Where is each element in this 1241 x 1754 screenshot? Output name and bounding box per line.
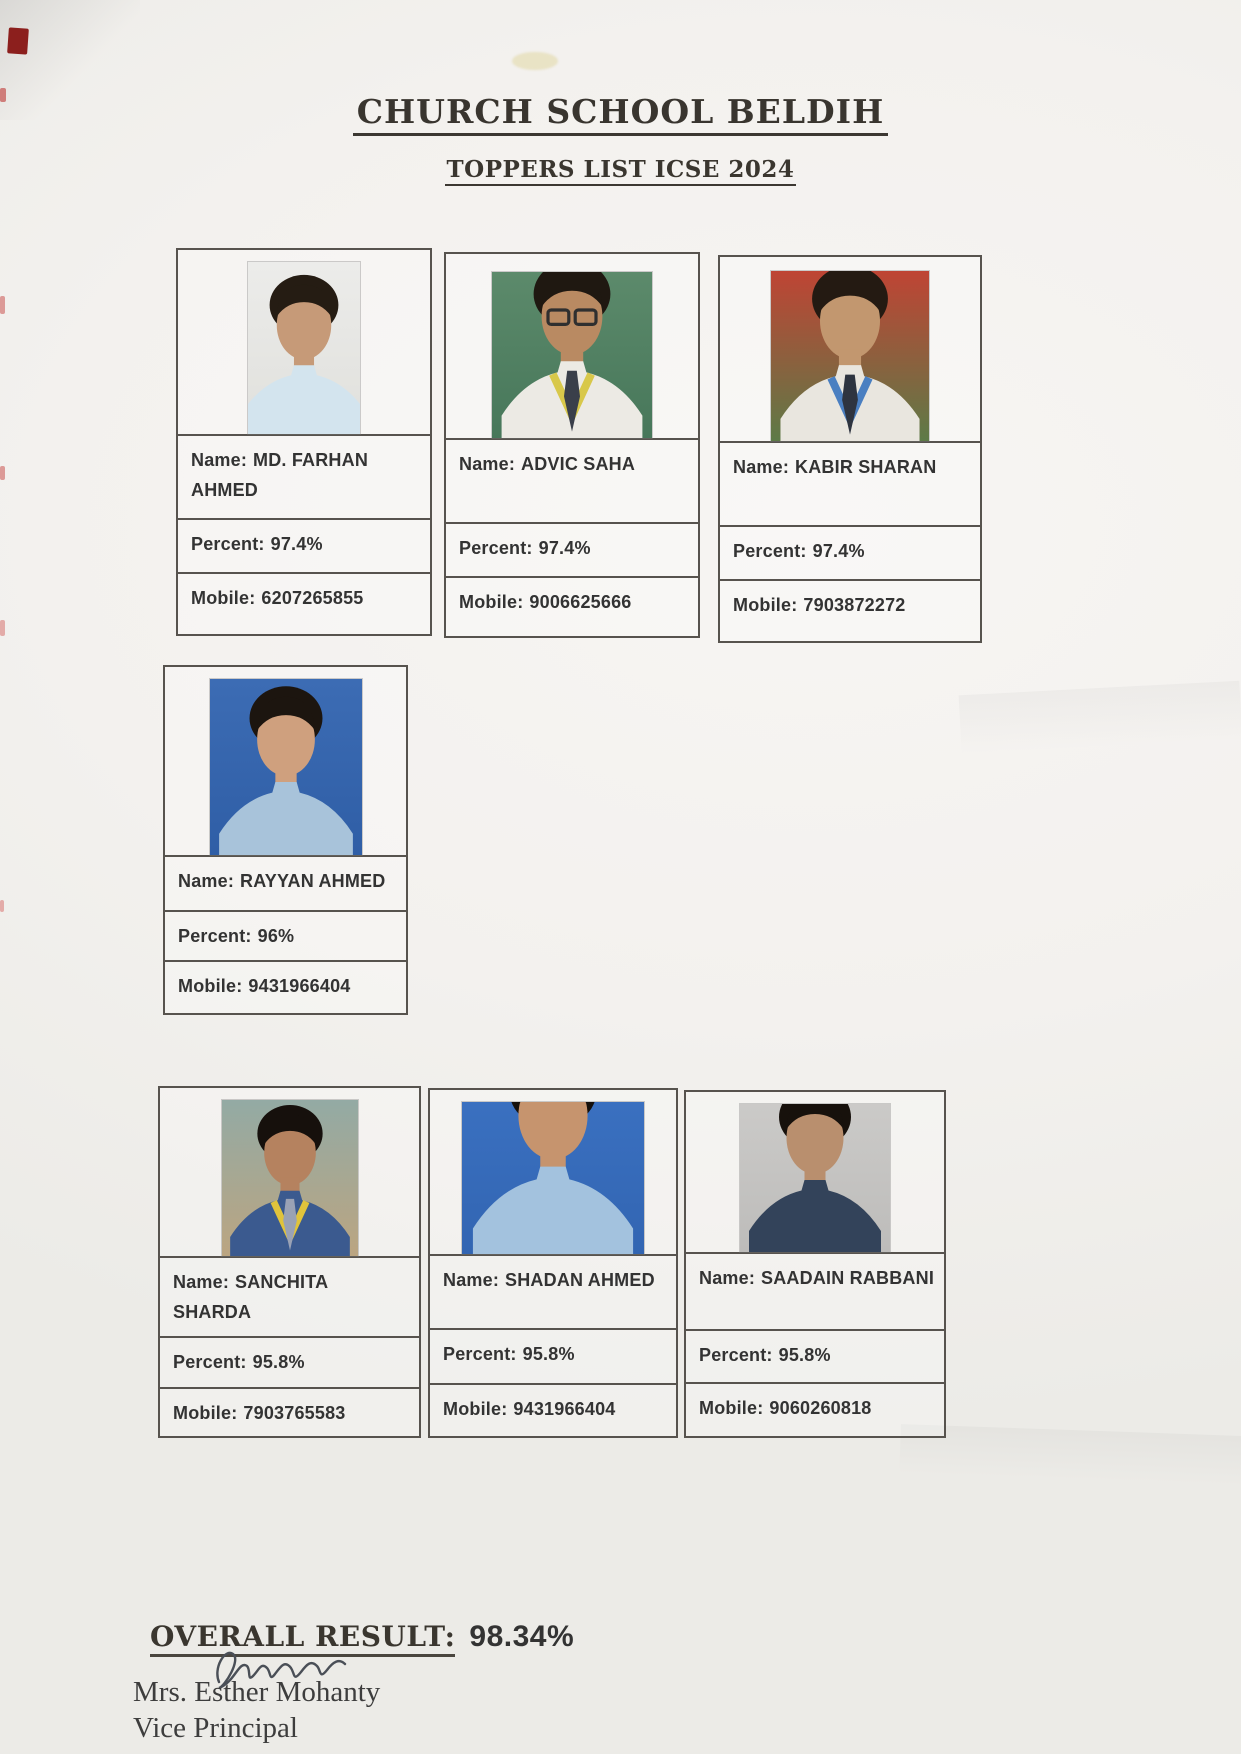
overall-result-value: 98.34% — [469, 1620, 575, 1653]
percent-value: 97.4% — [538, 538, 591, 558]
student-photo — [210, 679, 362, 855]
photo-area — [446, 254, 698, 438]
student-portrait — [210, 679, 362, 855]
percent-label: Percent: — [699, 1344, 773, 1365]
student-card — [444, 252, 700, 638]
percent-field — [165, 910, 406, 961]
photo-area — [160, 1088, 419, 1256]
student-portrait — [248, 262, 360, 434]
student-photo — [222, 1100, 358, 1256]
mobile-value: 9431966404 — [513, 1398, 616, 1419]
mobile-label: Mobile: — [443, 1398, 508, 1419]
signatory-designation: Vice Principal — [133, 1712, 298, 1744]
mobile-value: 9060260818 — [769, 1398, 872, 1419]
scan-artifact — [0, 296, 5, 314]
name-value: SHADAN AHMED — [505, 1270, 655, 1290]
percent-label: Percent: — [459, 538, 533, 558]
mobile-label: Mobile: — [173, 1403, 238, 1424]
paper-crease — [899, 1424, 1241, 1486]
name-label: Name: — [191, 450, 248, 470]
photo-area — [178, 250, 430, 434]
scan-artifact — [0, 900, 4, 912]
scan-artifact — [7, 27, 29, 54]
mobile-field — [178, 572, 430, 634]
student-card — [176, 248, 432, 636]
percent-field — [178, 518, 430, 572]
mobile-field — [160, 1387, 419, 1436]
photo-area — [720, 257, 980, 441]
name-value: MD. FARHAN AHMED — [191, 450, 369, 500]
scan-smudge — [512, 52, 558, 70]
mobile-field — [686, 1382, 944, 1436]
name-value: KABIR SHARAN — [795, 457, 937, 477]
percent-value: 97.4% — [812, 541, 865, 561]
name-label: Name: — [443, 1270, 500, 1290]
page-subtitle: TOPPERS LIST ICSE 2024 — [445, 156, 797, 186]
student-card — [428, 1088, 678, 1438]
student-portrait — [222, 1100, 358, 1256]
mobile-label: Mobile: — [699, 1398, 764, 1419]
scan-artifact — [0, 620, 5, 636]
student-photo — [771, 271, 929, 441]
name-field — [165, 855, 406, 910]
percent-field — [430, 1328, 676, 1383]
mobile-label: Mobile: — [733, 595, 798, 615]
student-photo — [740, 1104, 890, 1252]
mobile-value: 9006625666 — [529, 592, 632, 612]
student-photo — [462, 1102, 644, 1254]
name-label: Name: — [699, 1268, 756, 1288]
student-card — [718, 255, 982, 643]
mobile-value: 6207265855 — [261, 588, 364, 608]
percent-label: Percent: — [178, 925, 252, 946]
percent-label: Percent: — [443, 1343, 517, 1364]
name-value: SAADAIN RABBANI — [761, 1268, 935, 1288]
mobile-label: Mobile: — [191, 588, 256, 608]
name-value: ADVIC SAHA — [521, 454, 636, 474]
name-value: RAYYAN AHMED — [240, 871, 386, 891]
student-photo — [492, 272, 652, 438]
name-label: Name: — [178, 871, 235, 891]
signatory-name: Mrs. Esther Mohanty — [133, 1676, 381, 1708]
page-title: CHURCH SCHOOL BELDIH — [353, 92, 889, 136]
name-field — [178, 434, 430, 518]
name-field — [686, 1252, 944, 1329]
name-field — [720, 441, 980, 525]
student-portrait — [771, 271, 929, 441]
mobile-value: 7903872272 — [803, 595, 906, 615]
student-card — [163, 665, 408, 1015]
photo-area — [686, 1092, 944, 1252]
photo-area — [430, 1090, 676, 1254]
percent-value: 96% — [257, 925, 295, 946]
percent-field — [446, 522, 698, 576]
mobile-field — [165, 960, 406, 1013]
name-label: Name: — [459, 454, 516, 474]
student-portrait — [740, 1104, 890, 1252]
mobile-value: 9431966404 — [248, 976, 351, 997]
name-field — [160, 1256, 419, 1336]
percent-field — [160, 1336, 419, 1387]
percent-field — [720, 525, 980, 579]
percent-label: Percent: — [733, 541, 807, 561]
mobile-field — [446, 576, 698, 636]
student-portrait — [492, 272, 652, 438]
percent-value: 97.4% — [270, 534, 323, 554]
student-photo — [248, 262, 360, 434]
name-label: Name: — [173, 1272, 230, 1292]
name-value: SANCHITA SHARDA — [173, 1272, 328, 1322]
mobile-value: 7903765583 — [243, 1403, 346, 1424]
student-portrait — [462, 1102, 644, 1254]
percent-label: Percent: — [191, 534, 265, 554]
overall-result-label: OVERALL RESULT: — [150, 1620, 455, 1657]
percent-value: 95.8% — [252, 1352, 305, 1373]
name-label: Name: — [733, 457, 790, 477]
mobile-field — [430, 1383, 676, 1436]
mobile-field — [720, 579, 980, 641]
mobile-label: Mobile: — [459, 592, 524, 612]
percent-value: 95.8% — [522, 1343, 575, 1364]
percent-field — [686, 1329, 944, 1383]
name-field — [446, 438, 698, 522]
name-field — [430, 1254, 676, 1328]
student-card — [684, 1090, 946, 1438]
student-card — [158, 1086, 421, 1438]
paper-crease — [959, 681, 1241, 756]
scan-artifact — [0, 466, 5, 480]
percent-value: 95.8% — [778, 1344, 831, 1365]
mobile-label: Mobile: — [178, 976, 243, 997]
percent-label: Percent: — [173, 1352, 247, 1373]
photo-area — [165, 667, 406, 855]
